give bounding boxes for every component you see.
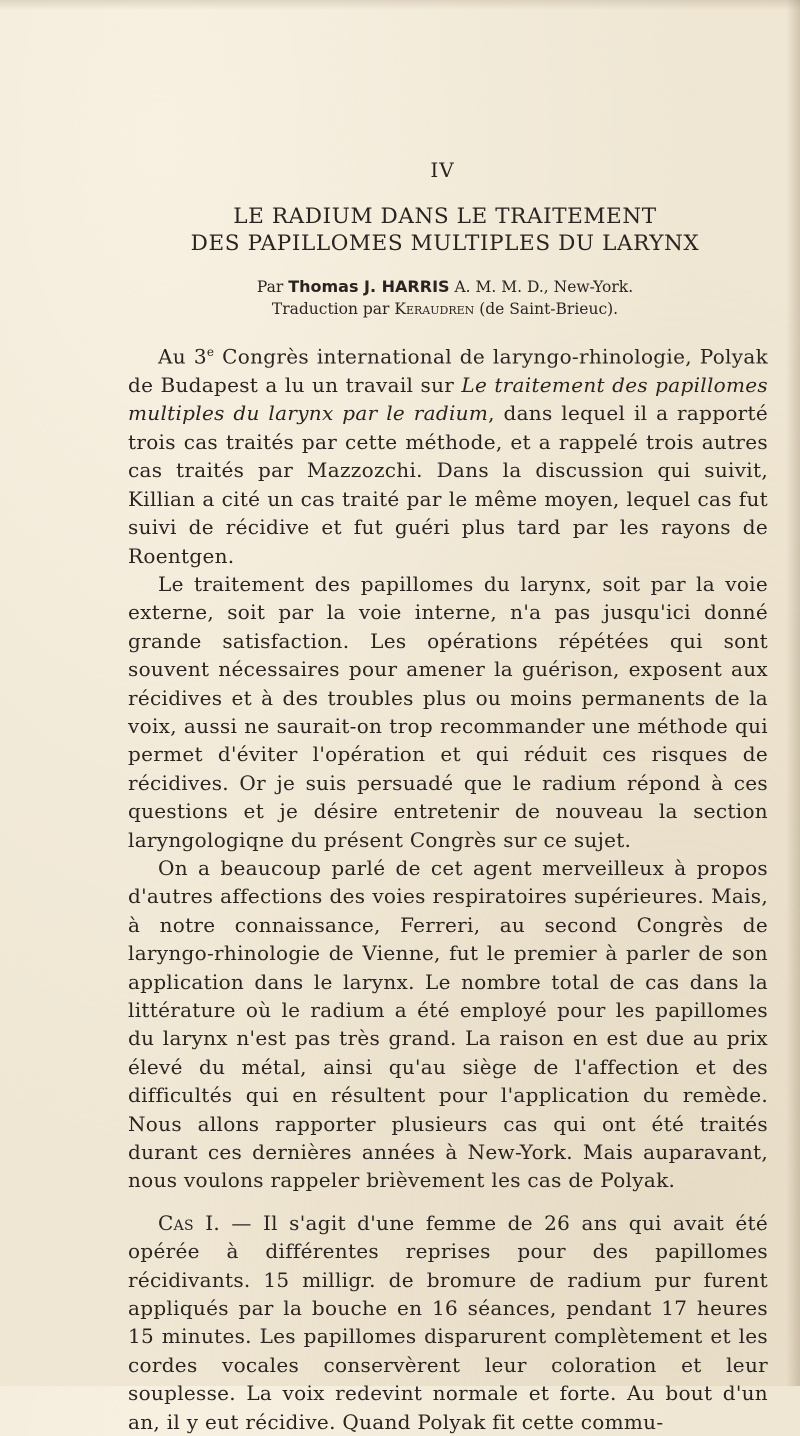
title-line-1: LE RADIUM DANS LE TRAITEMENT: [233, 204, 657, 229]
paragraph-4: [128, 1209, 768, 1436]
paragraph-1: [128, 338, 768, 570]
page-shadow-top: [0, 0, 800, 10]
page-shadow-right: [786, 0, 800, 1386]
translator-place: (de Saint-Brieuc).: [479, 300, 619, 318]
paragraph-1-start: Au 3: [158, 344, 207, 369]
author-prefix: Par: [256, 278, 284, 296]
translator-line: [110, 298, 780, 320]
case-label: Cas I.: [158, 1210, 221, 1235]
title-line-2: DES PAPILLOMES MULTIPLES DU LARYNX: [190, 231, 700, 256]
paragraph-1-end: , dans lequel il a rapporté trois cas traités par cette méthode, et a rappelé trois autres cas traités par Mazzozchi. Dans la discussion qui suivit, Killian a cité un cas traité par le même moyen, lequel cas fut suivi de récidive et fut guéri plus tard par les rayons de Roentgen.: [128, 401, 768, 568]
translation-prefix: Traduction par: [271, 300, 390, 318]
paragraph-1-text: Congrès international de laryngo-rhinologie, Polyak de Budapest a lu un travail sur: [128, 344, 768, 398]
author-name: Thomas J. HARRIS: [288, 277, 450, 296]
translator-name: Keraudren: [394, 300, 475, 318]
cited-work-title: Le traitement des papillomes multiples du larynx par le radium: [128, 373, 768, 426]
case-text: — Il s'agit d'une femme de 26 ans qui avait été opérée à différentes reprises pour des papillomes récidivants. 15 milligr. de bromure de radium pur furent appliqués par la bouche en 16 séances, pendant 17 heures 15 minutes. Les papillomes disparurent complètement et les cordes vocales conservèrent leur coloration et leur souplesse. La voix redevint normale et forte. Au bout d'un an, il y eut récidive. Quand Polyak fit cette commu-: [128, 1210, 769, 1434]
chapter-number: IV: [430, 158, 455, 182]
article-title: [110, 203, 780, 257]
article-body: [128, 338, 768, 1436]
paragraph-3: On a beaucoup parlé de cet agent merveilleux à propos d'autres affections des voies respiratoires supérieures. Mais, à notre connaissance, Ferreri, au second Congrès de laryngo-rhinologie de Vienne, fut le premier à parler de son application dans le larynx. Le nombre total de cas dans la littérature où le radium a été employé pour les papillomes du larynx n'est pas très grand. La raison en est due au prix élevé du métal, ainsi qu'au siège de l'affection et des difficultés qui en résultent pour l'application du remède. Nous allons rapporter plusieurs cas qui ont été traités durant ces dernières années à New-York. Mais auparavant, nous voulons rappeler brièvement les cas de Polyak.: [128, 855, 768, 1193]
ordinal-superscript: e: [206, 345, 215, 359]
paragraph-2: Le traitement des papillomes du larynx, soit par la voie externe, soit par la voie interne, n'a pas jusqu'ici donné grande satisfaction. Les opérations répétées qui sont souvent nécessaires pour amener la guérison, exposent aux récidives et à des troubles plus ou moins permanents de la voix, aussi ne saurait-on trop recommander une méthode qui permet d'éviter l'opération et qui réduit ces risques de récidives. Or je suis persuadé que le radium répond à ces questions et je désire entretenir de nouveau la section laryngologiqne du présent Congrès sur ce sujet.: [128, 571, 768, 852]
author-credentials: A. M. M. D., New-York.: [454, 278, 634, 296]
author-line: [110, 276, 780, 298]
byline: [110, 276, 780, 320]
